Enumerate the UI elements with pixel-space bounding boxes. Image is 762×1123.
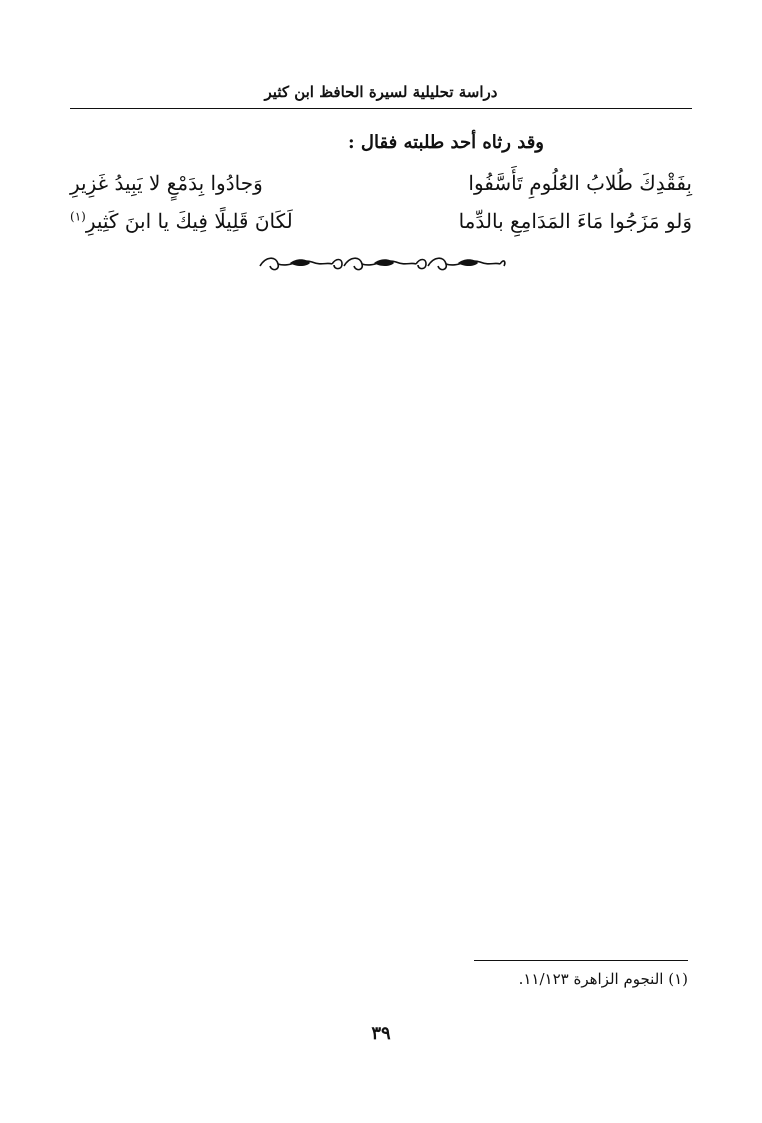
verse-2-second-text: لَكَانَ قَلِيلًا فِيكَ يا ابنَ كَثِيرِ bbox=[85, 209, 293, 233]
verse-2-first-hemistich: وَلو مَزَجُوا مَاءَ المَدَامِعِ بالدِّما bbox=[458, 209, 692, 233]
footnote-rule bbox=[474, 960, 688, 961]
footnote: (١) النجوم الزاهرة ١١/١٢٣. bbox=[518, 970, 688, 988]
poem-verse-2 bbox=[70, 206, 692, 240]
verse-1-first-hemistich: بِفَقْدِكَ طُلابُ العُلُومِ تَأَسَّفُوا bbox=[468, 171, 692, 195]
verse-1-second-hemistich: وَجادُوا بِدَمْعٍ لا يَبِيدُ غَزِيرِ bbox=[70, 171, 263, 195]
verse-2-second-hemistich bbox=[70, 206, 370, 236]
header-rule bbox=[70, 108, 692, 109]
footnote-marker: (١) bbox=[70, 209, 86, 224]
intro-line: وقد رثاه أحد طلبته فقال : bbox=[348, 132, 544, 153]
ornament-divider bbox=[256, 252, 506, 274]
running-header: دراسة تحليلية لسيرة الحافظ ابن كثير bbox=[264, 83, 498, 101]
page-number: ٣٩ bbox=[371, 1023, 391, 1044]
poem-verse-1 bbox=[70, 168, 692, 202]
